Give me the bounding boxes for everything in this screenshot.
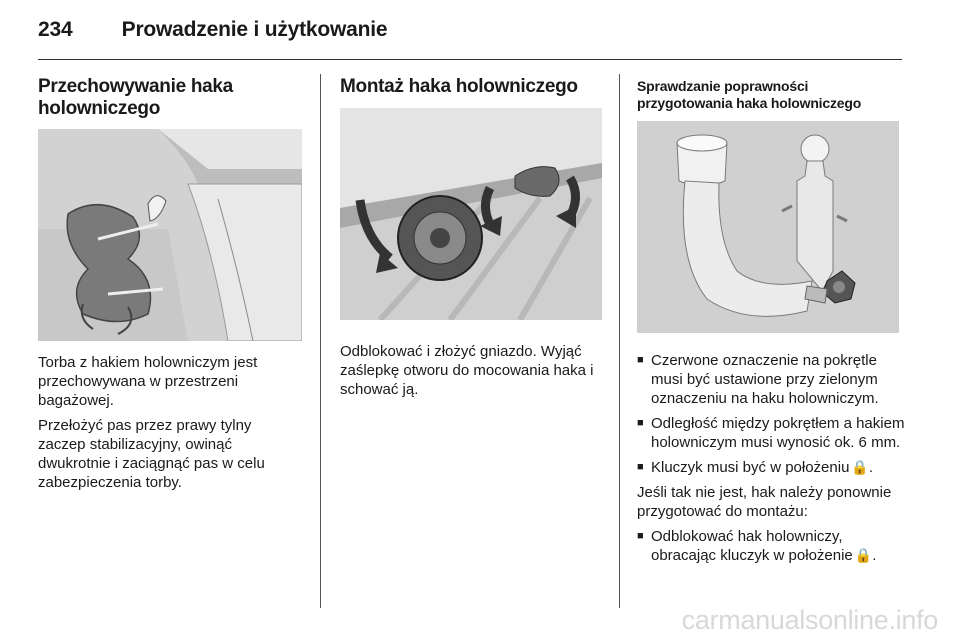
mounting-column [340, 76, 605, 405]
socket-illustration [340, 108, 602, 320]
watermark: carmanualsonline.info [681, 605, 938, 635]
towbar-illustration [637, 121, 899, 333]
check-item-1: ■ Czerwone oznaczenie na pokrętle musi być ustawione przy zielonym oznaczeniu na haku holowniczym. [637, 351, 905, 408]
header-divider [38, 59, 902, 60]
trunk-bag-illustration [38, 129, 302, 341]
page-number: 234 [38, 18, 73, 41]
check-column [637, 76, 905, 571]
unlock-list [637, 527, 905, 565]
storage-column [38, 76, 302, 498]
check-heading: Sprawdzanie poprawności przygotowania haka holowniczego [637, 78, 862, 111]
mounting-heading: Montaż haka holowniczego [340, 76, 578, 97]
storage-text-2: Przełożyć pas przez prawy tylny zaczep stabilizacyjny, owinąć dwukrotnie i zaciągnąć pas w celu zabezpieczenia torby. [38, 417, 265, 491]
section-title: Prowadzenie i użytkowanie [121, 18, 388, 41]
unlock-item: ■ Odblokować hak holowniczy, obracając kluczyk w położenie 🔒. [637, 527, 905, 565]
storage-text-1: Torba z hakiem holowniczym jest przechowywana w przestrzeni bagażowej. [38, 354, 258, 409]
check-item-2: ■ Odległość między pokrętłem a hakiem holowniczym musi wynosić ok. 6 mm. [637, 414, 905, 452]
column-divider-2 [619, 74, 620, 608]
lock-icon: 🔒 [851, 459, 869, 475]
check-list [637, 351, 905, 477]
page-header [38, 18, 387, 42]
check-followup-text: Jeśli tak nie jest, hak należy ponownie przygotować do montażu: [637, 484, 892, 520]
storage-heading: Przechowywanie haka holowniczego [38, 76, 233, 119]
unlock-key-icon: 🔒 [854, 547, 873, 563]
check-item-3: ■ Kluczyk musi być w położeniu 🔒. [637, 458, 905, 477]
mounting-text: Odblokować i złożyć gniazdo. Wyjąć zaślepkę otworu do mocowania haka i schować ją. [340, 343, 594, 398]
column-divider-1 [320, 74, 321, 608]
